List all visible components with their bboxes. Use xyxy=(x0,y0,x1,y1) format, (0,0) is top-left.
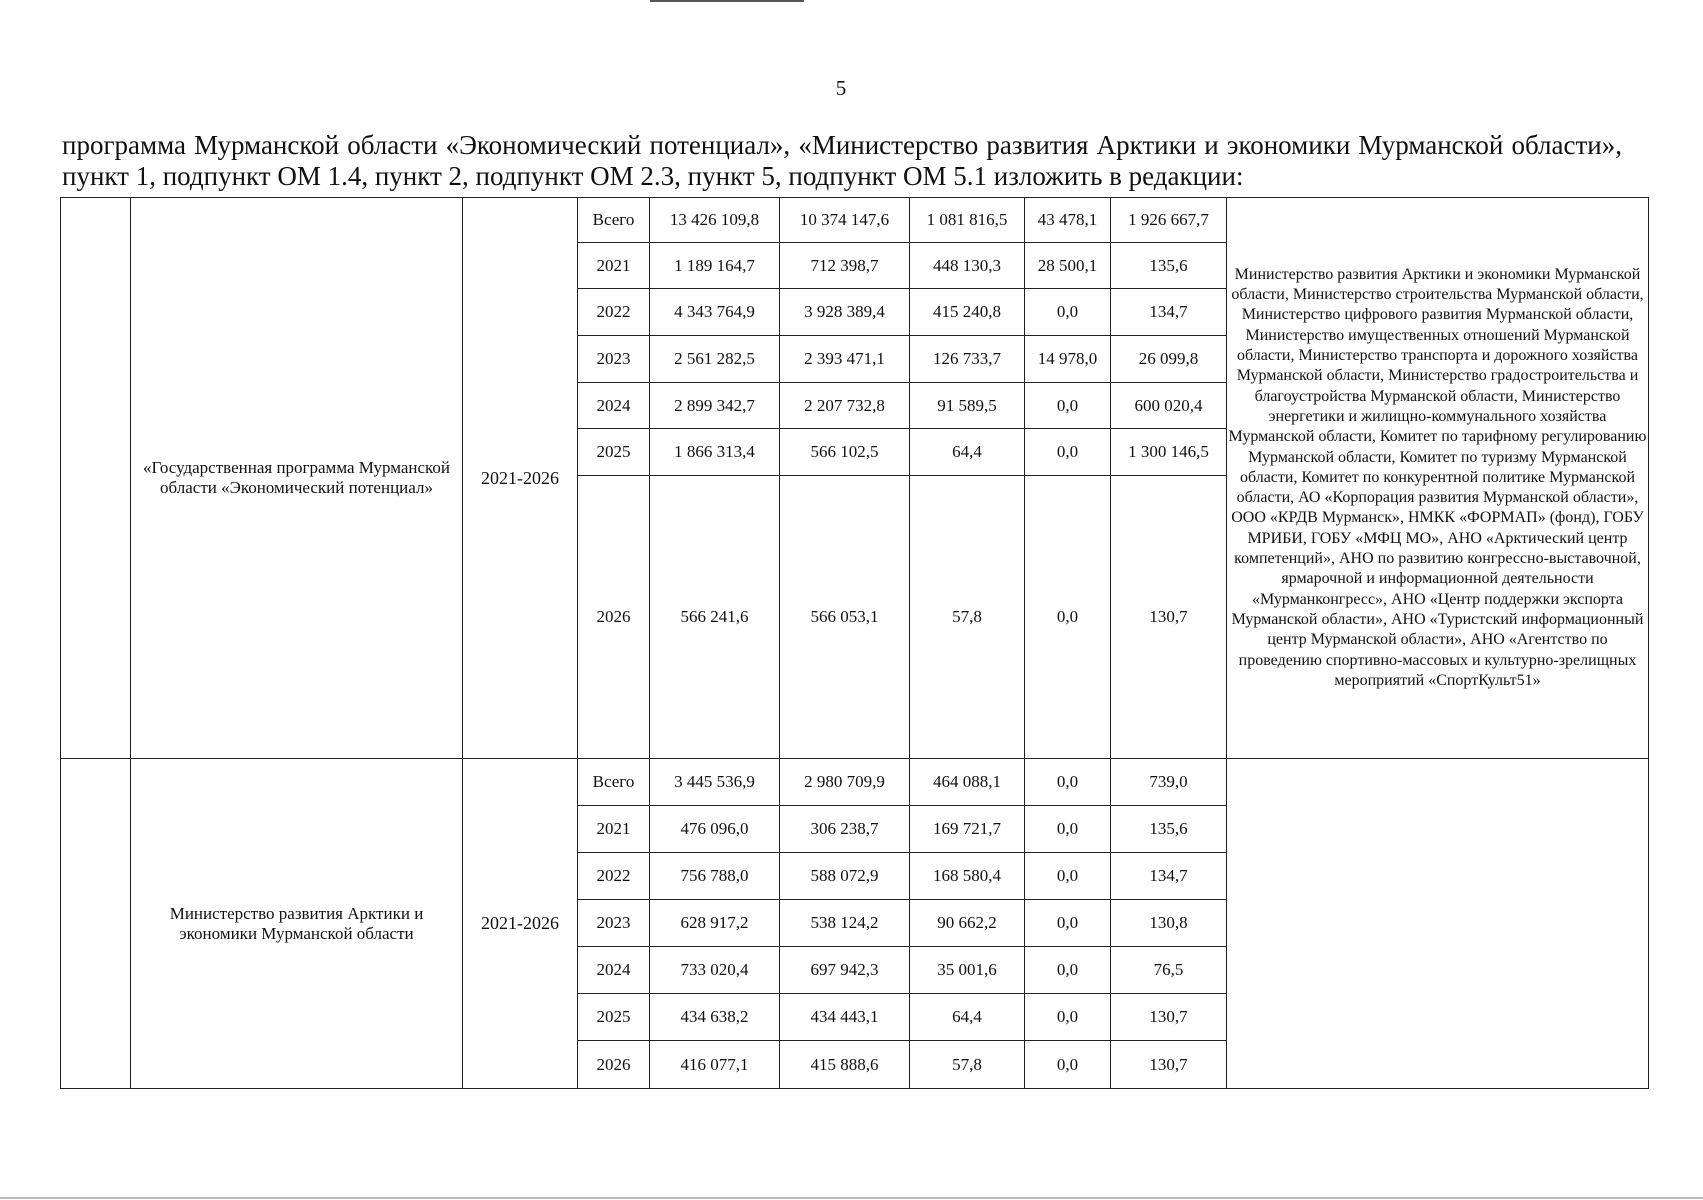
program-name-cell: Министерство развития Арктики и экономики Мурманской области xyxy=(131,759,463,1089)
scan-edge-line-bottom xyxy=(0,1197,1703,1199)
executors-cell: Министерство развития Арктики и экономики Мурманской области, Министерство строительства Мурманской области, Министерство цифрового развития Мурманской области, Министерство имущественных отношений Мурманской области, Министерство транспорта и дорожного хозяйства Мурманской области, Министерство градостроительства и благоустройства Мурманской области, Министерство энергетики и жилищно-коммунального хозяйства Мурманской области, Комитет по тарифному регулированию Мурманской области, Комитет по туризму Мурманской области, Комитет по конкурентной политике Мурманской области, АО «Корпорация развития Мурманской области», ООО «КРДВ Мурманск», НМКК «ФОРМАП» (фонд), ГОБУ МРИБИ, ГОБУ «МФЦ МО», АНО «Арктический центр компетенций», АНО по развитию конгрессно-выставочной, ярмарочной и информационной деятельности «Мурманконгресс», АНО «Центр поддержки экспорта Мурманской области», АНО «Туристский информационный центр Мурманской области», АНО «Агентство по проведению спортивно-массовых и культурно-зрелищных мероприятий «СпортКульт51» xyxy=(1227,198,1649,759)
year-cell: 2024 xyxy=(578,947,650,994)
year-cell: 2025 xyxy=(578,994,650,1041)
amount-cell-c5: 134,7 xyxy=(1111,853,1227,900)
amount-cell-c3: 64,4 xyxy=(910,994,1025,1041)
year-cell: 2021 xyxy=(578,243,650,289)
amount-cell-c4: 0,0 xyxy=(1025,383,1111,429)
amount-cell-c3: 35 001,6 xyxy=(910,947,1025,994)
amount-cell-c4: 14 978,0 xyxy=(1025,336,1111,383)
intro-paragraph: программа Мурманской области «Экономический потенциал», «Министерство развития Арктики и экономики Мурманской области», пункт 1, подпункт ОМ 1.4, пункт 2, подпункт ОМ 2.3, пункт 5, подпункт ОМ 5.1 изложить в редакции: xyxy=(62,130,1622,191)
amount-cell-c5: 76,5 xyxy=(1111,947,1227,994)
amount-cell-c4: 0,0 xyxy=(1025,429,1111,476)
amount-cell-c4: 0,0 xyxy=(1025,806,1111,853)
program-name-cell: «Государственная программа Мурманской области «Экономический потенциал» xyxy=(131,198,463,759)
amount-cell-c1: 733 020,4 xyxy=(650,947,780,994)
amount-cell-c4: 0,0 xyxy=(1025,947,1111,994)
amount-cell-c5: 130,8 xyxy=(1111,900,1227,947)
year-cell: 2023 xyxy=(578,336,650,383)
amount-cell-c2: 712 398,7 xyxy=(780,243,910,289)
amount-cell-c1: 4 343 764,9 xyxy=(650,289,780,336)
amount-cell-c5: 130,7 xyxy=(1111,1041,1227,1089)
amount-cell-c5: 1 300 146,5 xyxy=(1111,429,1227,476)
amount-cell-c4: 0,0 xyxy=(1025,994,1111,1041)
year-cell: 2025 xyxy=(578,429,650,476)
amount-cell-c4: 0,0 xyxy=(1025,759,1111,806)
year-cell: Всего xyxy=(578,198,650,243)
table-row xyxy=(61,198,1649,243)
amount-cell-c3: 91 589,5 xyxy=(910,383,1025,429)
year-cell: Всего xyxy=(578,759,650,806)
amount-cell-c1: 13 426 109,8 xyxy=(650,198,780,243)
amount-cell-c3: 126 733,7 xyxy=(910,336,1025,383)
amount-cell-c1: 756 788,0 xyxy=(650,853,780,900)
row-index-cell xyxy=(61,198,131,759)
amount-cell-c3: 64,4 xyxy=(910,429,1025,476)
amount-cell-c3: 168 580,4 xyxy=(910,853,1025,900)
year-cell: 2026 xyxy=(578,1041,650,1089)
period-cell: 2021-2026 xyxy=(463,759,578,1089)
amount-cell-c2: 434 443,1 xyxy=(780,994,910,1041)
amount-cell-c1: 3 445 536,9 xyxy=(650,759,780,806)
amount-cell-c1: 566 241,6 xyxy=(650,476,780,759)
amount-cell-c2: 538 124,2 xyxy=(780,900,910,947)
amount-cell-c4: 0,0 xyxy=(1025,853,1111,900)
amount-cell-c3: 1 081 816,5 xyxy=(910,198,1025,243)
amount-cell-c5: 26 099,8 xyxy=(1111,336,1227,383)
amount-cell-c2: 566 053,1 xyxy=(780,476,910,759)
year-cell: 2023 xyxy=(578,900,650,947)
amount-cell-c1: 416 077,1 xyxy=(650,1041,780,1089)
amount-cell-c5: 600 020,4 xyxy=(1111,383,1227,429)
amount-cell-c2: 306 238,7 xyxy=(780,806,910,853)
amount-cell-c2: 588 072,9 xyxy=(780,853,910,900)
amount-cell-c2: 697 942,3 xyxy=(780,947,910,994)
year-cell: 2024 xyxy=(578,383,650,429)
amount-cell-c3: 415 240,8 xyxy=(910,289,1025,336)
amount-cell-c1: 476 096,0 xyxy=(650,806,780,853)
amount-cell-c3: 90 662,2 xyxy=(910,900,1025,947)
amount-cell-c2: 2 207 732,8 xyxy=(780,383,910,429)
amount-cell-c1: 1 866 313,4 xyxy=(650,429,780,476)
amount-cell-c1: 1 189 164,7 xyxy=(650,243,780,289)
amount-cell-c4: 0,0 xyxy=(1025,476,1111,759)
amount-cell-c5: 130,7 xyxy=(1111,476,1227,759)
amount-cell-c3: 448 130,3 xyxy=(910,243,1025,289)
amount-cell-c5: 135,6 xyxy=(1111,243,1227,289)
amount-cell-c5: 134,7 xyxy=(1111,289,1227,336)
period-cell: 2021-2026 xyxy=(463,198,578,759)
program-funding-table xyxy=(60,197,1649,1089)
year-cell: 2022 xyxy=(578,853,650,900)
amount-cell-c4: 0,0 xyxy=(1025,289,1111,336)
amount-cell-c1: 434 638,2 xyxy=(650,994,780,1041)
page-number: 5 xyxy=(835,76,847,100)
year-cell: 2026 xyxy=(578,476,650,759)
amount-cell-c2: 566 102,5 xyxy=(780,429,910,476)
amount-cell-c3: 57,8 xyxy=(910,476,1025,759)
year-cell: 2021 xyxy=(578,806,650,853)
amount-cell-c5: 739,0 xyxy=(1111,759,1227,806)
executors-cell-empty xyxy=(1227,759,1649,1089)
amount-cell-c5: 135,6 xyxy=(1111,806,1227,853)
amount-cell-c1: 2 561 282,5 xyxy=(650,336,780,383)
amount-cell-c4: 43 478,1 xyxy=(1025,198,1111,243)
amount-cell-c1: 628 917,2 xyxy=(650,900,780,947)
amount-cell-c4: 0,0 xyxy=(1025,900,1111,947)
amount-cell-c3: 169 721,7 xyxy=(910,806,1025,853)
amount-cell-c2: 2 393 471,1 xyxy=(780,336,910,383)
amount-cell-c2: 415 888,6 xyxy=(780,1041,910,1089)
scan-edge-line xyxy=(650,0,804,2)
row-index-cell xyxy=(61,759,131,1089)
amount-cell-c3: 57,8 xyxy=(910,1041,1025,1089)
amount-cell-c2: 10 374 147,6 xyxy=(780,198,910,243)
amount-cell-c5: 1 926 667,7 xyxy=(1111,198,1227,243)
amount-cell-c4: 0,0 xyxy=(1025,1041,1111,1089)
amount-cell-c2: 2 980 709,9 xyxy=(780,759,910,806)
amount-cell-c4: 28 500,1 xyxy=(1025,243,1111,289)
year-cell: 2022 xyxy=(578,289,650,336)
amount-cell-c5: 130,7 xyxy=(1111,994,1227,1041)
table-row xyxy=(61,759,1649,806)
amount-cell-c2: 3 928 389,4 xyxy=(780,289,910,336)
amount-cell-c1: 2 899 342,7 xyxy=(650,383,780,429)
amount-cell-c3: 464 088,1 xyxy=(910,759,1025,806)
